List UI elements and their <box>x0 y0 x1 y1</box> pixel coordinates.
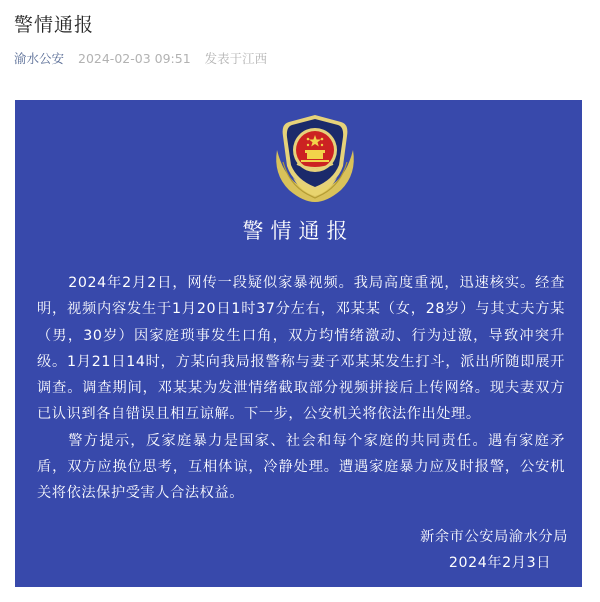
article-title: 警情通报 <box>14 14 95 36</box>
notice-paragraph: 警方提示，反家庭暴力是国家、社会和每个家庭的共同责任。遇有家庭矛盾，双方应换位思考，互相体谅，冷静处理。遭遇家庭暴力应及时报警，公安机关将依法保护受害人合法权益。 <box>37 432 565 502</box>
notice-paragraph: 2024年2月2日，网传一段疑似家暴视频。我局高度重视，迅速核实。经查明，视频内容发生于1月20日1时37分左右，邓某某（女，28岁）与其丈夫方某（男，30岁）因家庭琐事发生口角，双方均情绪激动、行为过激，导致冲突升级。1月21日14时，方某向我局报警称与妻子邓某某发生打斗，派出所随即展开调查。调查期间，邓某某为发泄情绪截取部分视频拼接后上传网络。现夫妻双方已认识到各自错误且相互谅解。下一步，公安机关将依法作出处理。 <box>37 275 565 423</box>
article-meta <box>14 49 267 67</box>
police-emblem-icon <box>267 112 363 204</box>
notice-heading: 警情通报 <box>242 219 355 243</box>
notice-signature-block <box>420 524 568 576</box>
publish-location: 发表于江西 <box>204 51 268 66</box>
notice-image[interactable] <box>15 100 582 587</box>
issuing-authority: 新余市公安局渝水分局 <box>420 529 568 545</box>
notice-body <box>37 270 565 507</box>
publish-time: 2024-02-03 09:51 <box>78 51 191 66</box>
author-link[interactable]: 渝水公安 <box>14 51 65 66</box>
notice-date: 2024年2月3日 <box>448 555 551 571</box>
